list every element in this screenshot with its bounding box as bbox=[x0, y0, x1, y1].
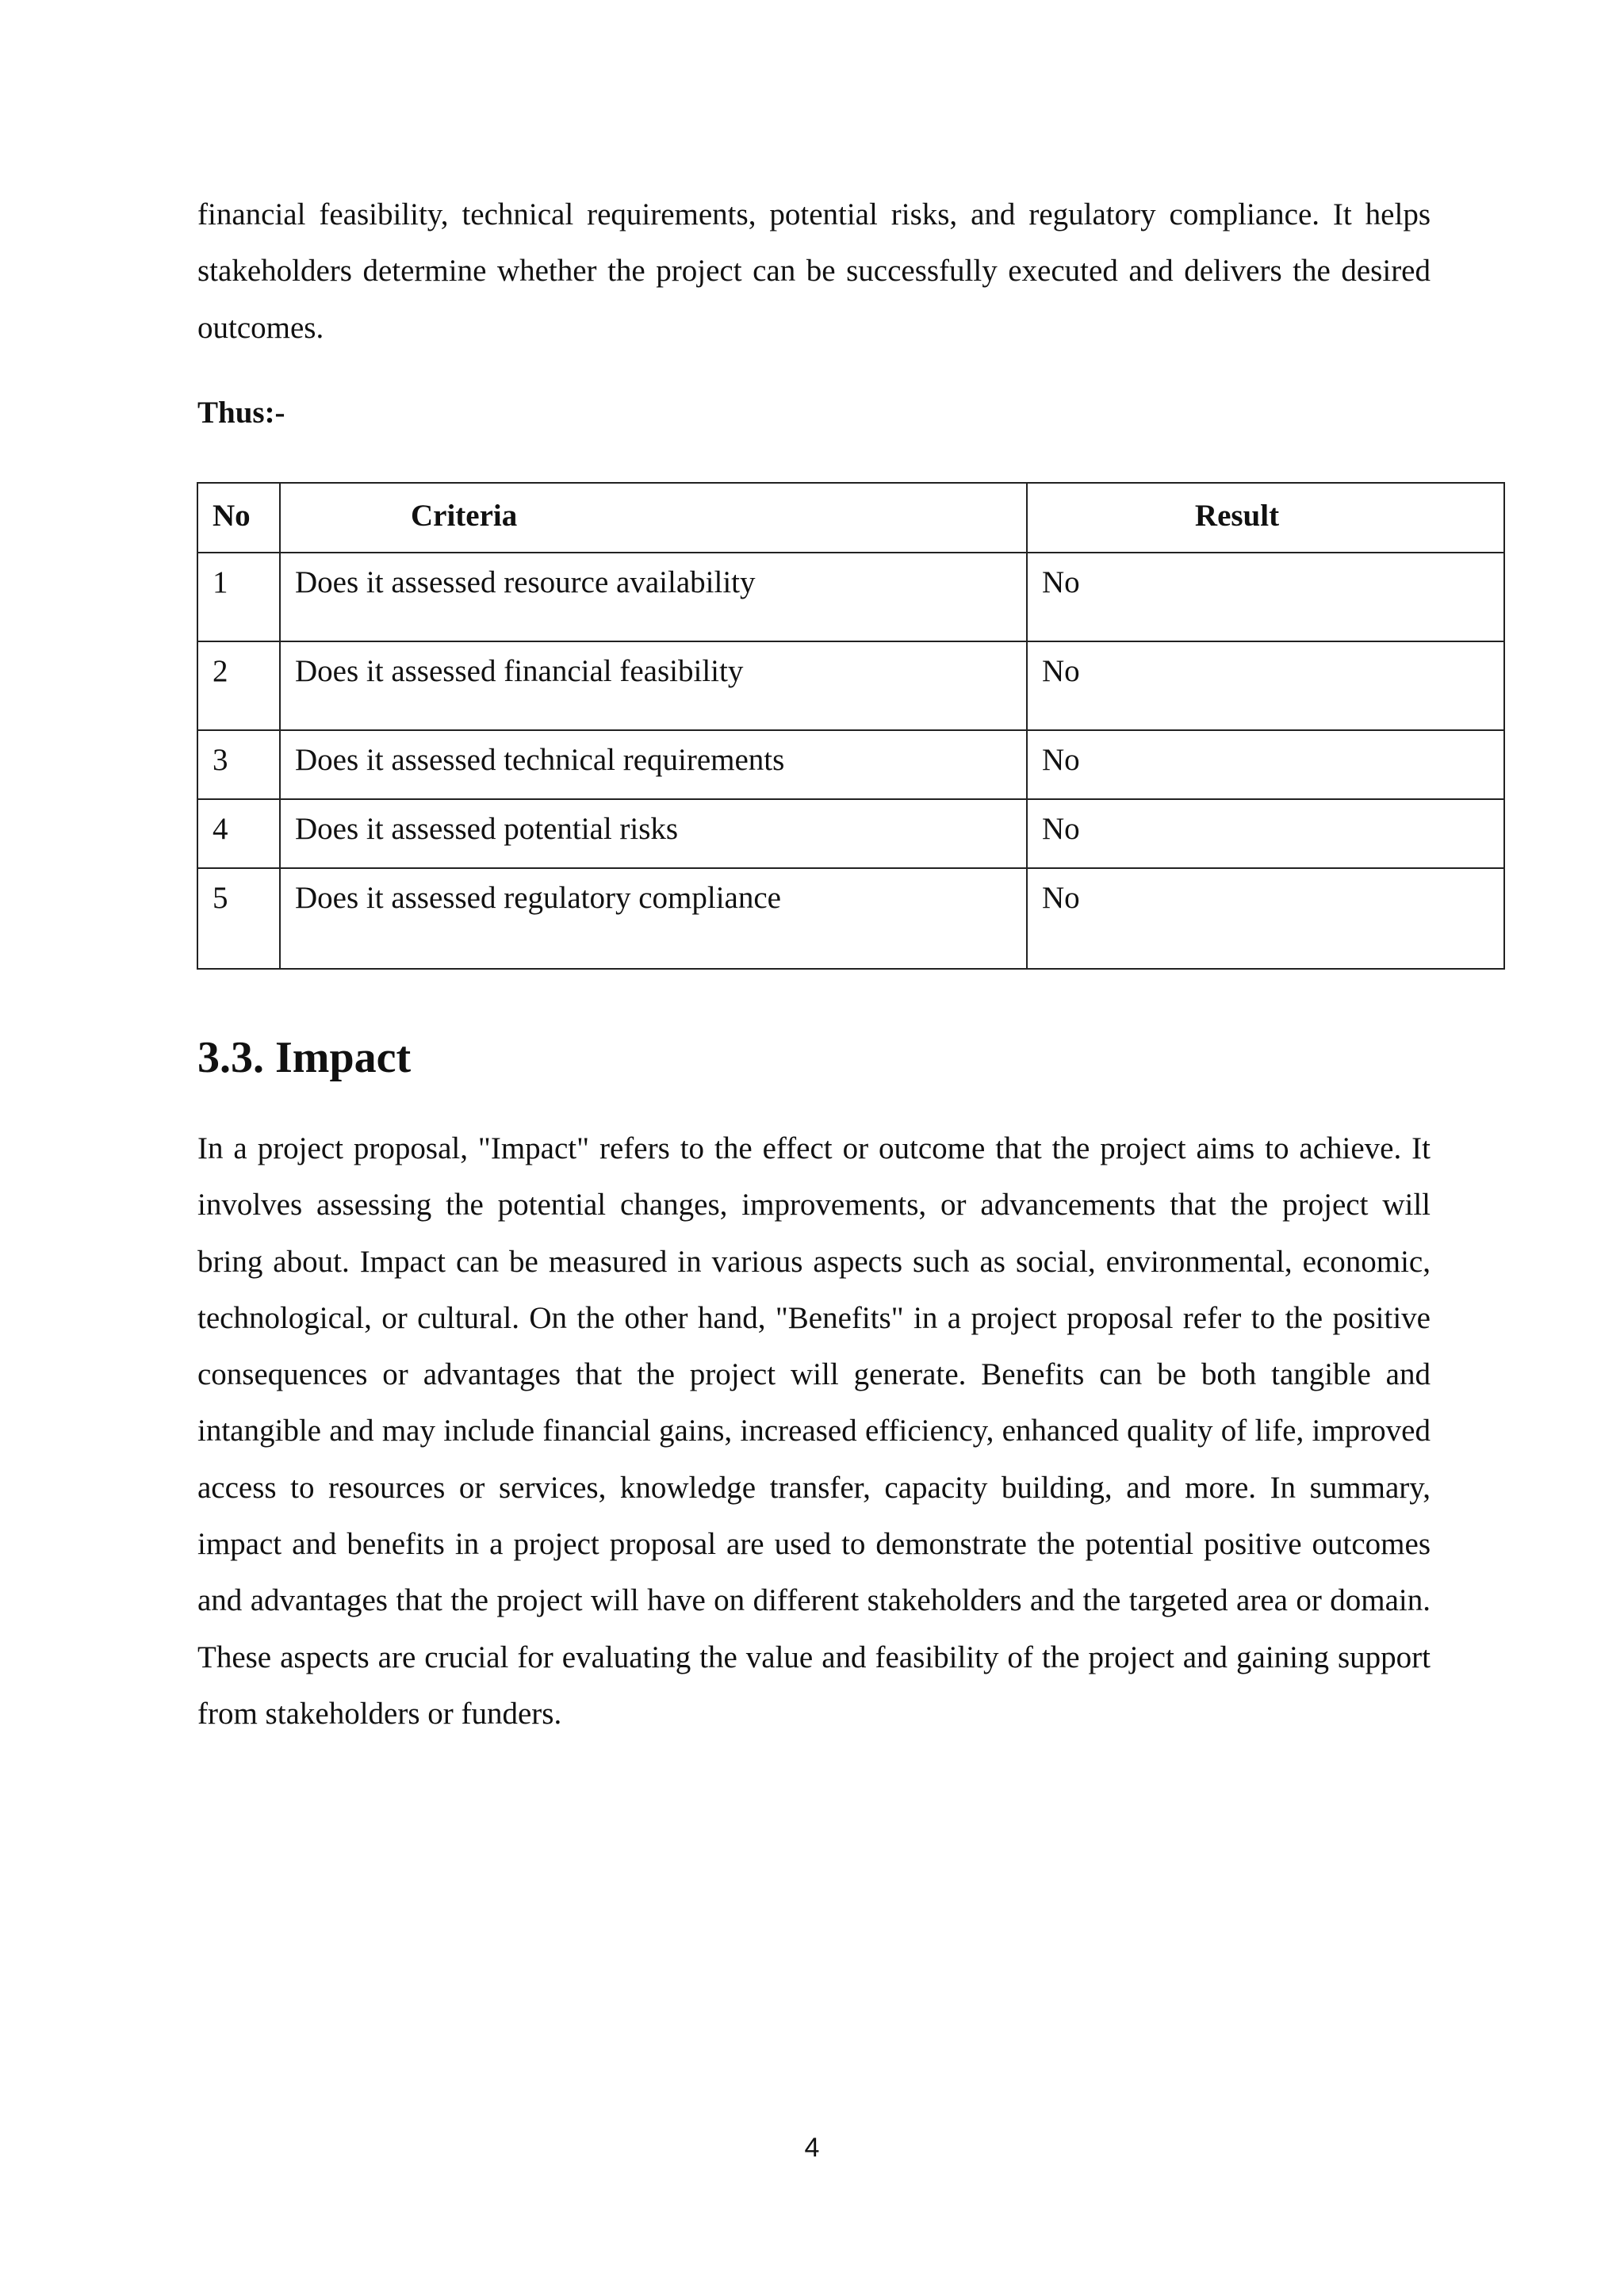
table-row bbox=[197, 868, 1504, 969]
cell-criteria: Does it assessed financial feasibility bbox=[280, 641, 1027, 730]
cell-no: 5 bbox=[197, 868, 280, 969]
table-row bbox=[197, 799, 1504, 868]
thus-label: Thus:- bbox=[197, 396, 285, 430]
cell-criteria: Does it assessed technical requirements bbox=[280, 730, 1027, 799]
header-no: No bbox=[197, 483, 280, 553]
intro-paragraph: financial feasibility, technical requirements, potential risks, and regulatory compliance. It helps stakeholders determine whether the project can be successfully executed and delivers the desired outcomes. bbox=[197, 197, 1431, 345]
cell-result: No bbox=[1027, 730, 1504, 799]
impact-paragraph: In a project proposal, "Impact" refers to the effect or outcome that the project aims to achieve. It involves assessing the potential changes, improvements, or advancements that the project will bring about. Impact can be measured in various aspects such as social, environmental, economic, technological, or cultural. On the other hand, "Benefits" in a project proposal refer to the positive consequences or advantages that the project will generate. Benefits can be both tangible and intangible and may include financial gains, increased efficiency, enhanced quality of life, improved access to resources or services, knowledge transfer, capacity building, and more. In summary, impact and benefits in a project proposal are used to demonstrate the potential positive outcomes and advantages that the project will have on different stakeholders and the targeted area or domain. These aspects are crucial for evaluating the value and feasibility of the project and gaining support from stakeholders or funders. bbox=[197, 1131, 1431, 1731]
header-criteria: Criteria bbox=[280, 483, 1027, 553]
cell-result: No bbox=[1027, 868, 1504, 969]
cell-criteria: Does it assessed resource availability bbox=[280, 553, 1027, 641]
cell-result: No bbox=[1027, 641, 1504, 730]
cell-no: 4 bbox=[197, 799, 280, 868]
table-header-row bbox=[197, 483, 1504, 553]
table-row bbox=[197, 730, 1504, 799]
page-number: 4 bbox=[804, 2133, 820, 2163]
cell-no: 1 bbox=[197, 553, 280, 641]
table-row bbox=[197, 641, 1504, 730]
criteria-table bbox=[197, 482, 1505, 970]
cell-no: 3 bbox=[197, 730, 280, 799]
header-result: Result bbox=[1027, 483, 1504, 553]
cell-no: 2 bbox=[197, 641, 280, 730]
cell-result: No bbox=[1027, 553, 1504, 641]
cell-criteria: Does it assessed regulatory compliance bbox=[280, 868, 1027, 969]
section-heading: 3.3. Impact bbox=[197, 1033, 412, 1082]
cell-criteria: Does it assessed potential risks bbox=[280, 799, 1027, 868]
table-row bbox=[197, 553, 1504, 641]
cell-result: No bbox=[1027, 799, 1504, 868]
